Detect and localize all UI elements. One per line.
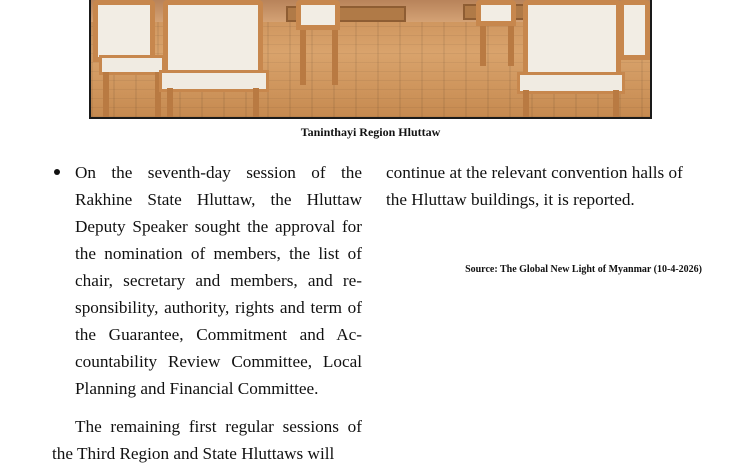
hluttaw-hall-photo: [89, 0, 652, 119]
paragraph-2-continued: continue at the relevant convention halls of the Hluttaw buildings, it is reported.: [386, 163, 683, 209]
paragraph-2: The remaining first regular sessions of the Third Region and State Hluttaws will: [52, 417, 362, 463]
article-right-column: [386, 159, 698, 213]
bullet-icon: [54, 169, 60, 175]
source-credit: Source: The Global New Light of Myanmar (10-4-2026): [465, 264, 702, 275]
bullet-item: [52, 159, 362, 402]
photo-chair: [153, 0, 273, 117]
photo-chair: [509, 0, 629, 117]
photo-caption: Taninthayi Region Hluttaw: [300, 125, 441, 139]
bullet-paragraph: On the seventh-day session of the Rakhine State Hluttaw, the Hluttaw Deputy Speaker sought the approval for the nomination of members, the list of chair, secretary and members, and responsibility, authority, rights and term of the Guarantee, Commitment and Accountability Review Committee, Local Planning and Financial Committee.: [75, 163, 362, 398]
article-left-column: [52, 159, 362, 467]
photo-chair: [296, 0, 346, 90]
photo-chair: [619, 0, 650, 117]
